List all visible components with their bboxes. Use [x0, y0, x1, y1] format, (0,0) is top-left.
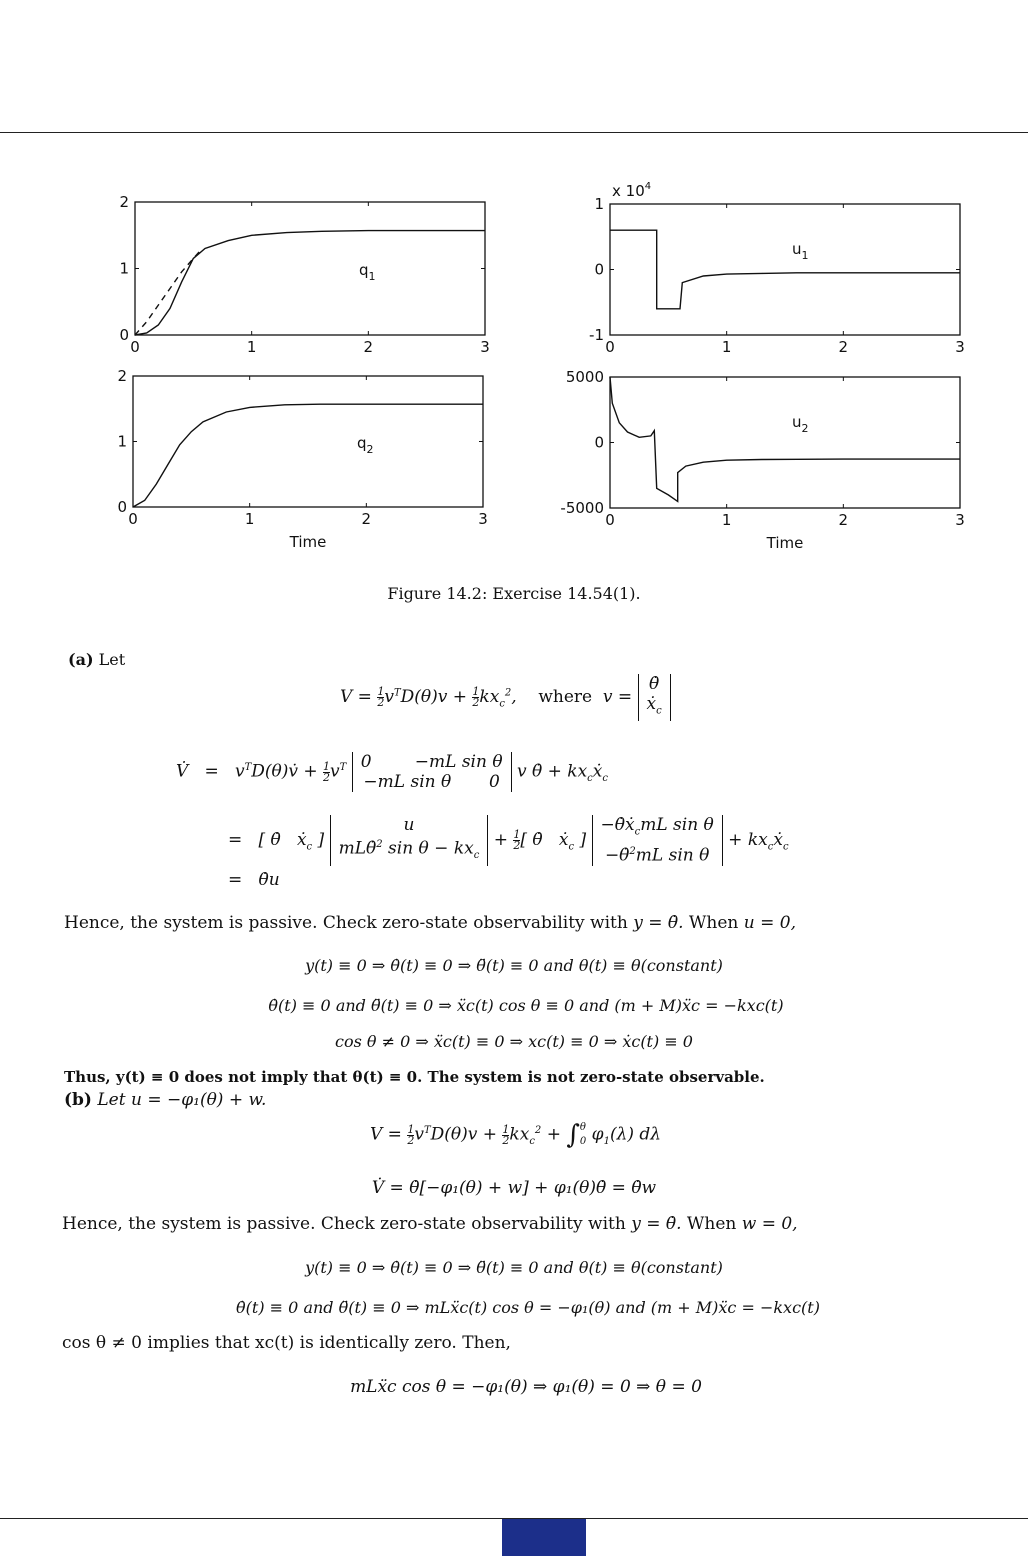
y-tick-label: 0 [119, 326, 129, 344]
plot-u2-svg [540, 366, 980, 558]
scale-exponent: 4 [644, 181, 652, 192]
y-tick-label: 0 [594, 260, 604, 279]
hence-line-a: Hence, the system is passive. Check zero-state observability with y = θ̇. When u = 0, [64, 913, 796, 933]
legend-label: $q_2$ [357, 434, 374, 457]
part-b-let: Let u = −φ₁(θ) + w. [97, 1090, 267, 1110]
plot-frame [610, 377, 960, 508]
y-tick-label: 0 [117, 498, 127, 516]
plot-q2 [100, 364, 500, 556]
equation-v-b: V = $\frac{1}{2}$ $v^TD(\theta)v$ + $\frac{1}{2}$ $kx_c^2$ + ∫ θ 0 $\varphi_1(\lambda)$ dλ [370, 1120, 662, 1150]
equation-vdot-b: V̇ = θ̇[−φ₁(θ) + w] + φ₁(θ)θ̇ = θ̇w [371, 1178, 657, 1198]
x-tick-label: 2 [361, 510, 372, 528]
plot-q1-svg [100, 190, 500, 360]
hence-text-a: Hence, the system is passive. Check zero-state observability with [64, 913, 628, 933]
implication-b2: θ̇(t) ≡ 0 and θ̈(t) ≡ 0 ⇒ mLẍc(t) cos θ = −φ₁(θ) and (m + M)ẍc = −kxc(t) [236, 1298, 820, 1317]
implication-b1: y(t) ≡ 0 ⇒ θ̇(t) ≡ 0 ⇒ θ̈(t) ≡ 0 and θ(t) ≡ θ(constant) [305, 1258, 723, 1277]
implication-a2: θ̇(t) ≡ 0 and θ̈(t) ≡ 0 ⇒ ẍc(t) cos θ ≡ 0 and (m + M)ẍc = −kxc(t) [268, 996, 784, 1015]
plot-u2 [540, 366, 980, 558]
x-tick-label: 1 [721, 338, 732, 356]
y-tick-label: 1 [117, 432, 127, 451]
x-tick-label: 1 [246, 338, 257, 356]
when-text-b: When [686, 1214, 737, 1234]
x-tick-label: 0 [605, 338, 615, 356]
y-tick-label: 0 [594, 433, 604, 452]
legend-subscript: 2 [801, 421, 809, 435]
x-tick-label: 2 [838, 511, 849, 529]
series-line-u2 [610, 377, 960, 501]
legend-subscript: 1 [801, 248, 809, 262]
top-rule [0, 132, 1028, 133]
series-line-q1 [135, 231, 485, 335]
part-a-heading [68, 650, 125, 669]
x-tick-label: 2 [363, 338, 374, 356]
x-tick-label: 3 [955, 511, 965, 529]
implication-a3: cos θ ≠ 0 ⇒ ẍc(t) ≡ 0 ⇒ xc(t) ≡ 0 ⇒ ẋc(t) ≡ 0 [335, 1032, 693, 1051]
x-tick-label: 3 [480, 338, 490, 356]
part-a-label: (a) [68, 650, 94, 669]
y-tick-label: 2 [119, 193, 129, 211]
y-tick-label: 5000 [565, 368, 604, 386]
x-tick-label: 0 [128, 510, 138, 528]
x-tick-label: 3 [955, 338, 965, 356]
part-b-heading [64, 1090, 266, 1110]
figure-caption: Figure 14.2: Exercise 14.54(1). [387, 584, 641, 603]
y-tick-label: -1 [589, 326, 604, 344]
plot-q2-svg [100, 364, 500, 556]
x-axis-label: Time [766, 534, 804, 552]
plot-frame [135, 202, 485, 335]
equation-v-definition: V = $\frac{1}{2}$ $v^TD(\theta)v$ + $\frac{1}{2}$ $kx_c^2$, where v = θ̇ ẋ$_c$ [340, 674, 671, 721]
implication-a1: y(t) ≡ 0 ⇒ θ̇(t) ≡ 0 ⇒ θ̈(t) ≡ 0 and θ(t) ≡ θ(constant) [305, 956, 723, 975]
plot-u1 [560, 170, 980, 362]
part-b-label: (b) [64, 1090, 92, 1110]
cos-line: cos θ ≠ 0 implies that xc(t) is identically zero. Then, [62, 1333, 511, 1353]
page-number-box [502, 1519, 586, 1556]
when-text-a: When [688, 913, 739, 933]
y-tick-label: -5000 [560, 499, 604, 517]
x-tick-label: 2 [838, 338, 849, 356]
y-tick-label: 1 [119, 259, 129, 278]
series-line-q2 [133, 404, 483, 507]
plot-q1 [100, 190, 500, 360]
legend-label: $u_1$ [792, 239, 809, 262]
series-line-q1-reference [135, 252, 199, 335]
implication-b3: mLẍc cos θ = −φ₁(θ) ⇒ φ₁(θ) = 0 ⇒ θ = 0 [350, 1377, 702, 1397]
plot-u1-svg [560, 170, 980, 362]
x-tick-label: 0 [605, 511, 615, 529]
matrix-input: u mLθ̇$^2$ $\sin \theta - kx_c$ [330, 815, 489, 866]
x-tick-label: 0 [130, 338, 140, 356]
hence-line-b: Hence, the system is passive. Check zero-state observability with y = θ̇. When w = 0, [62, 1214, 798, 1234]
scale-label: x $10^4$ [612, 181, 652, 200]
legend-subscript: 2 [366, 443, 374, 457]
x-tick-label: 3 [478, 510, 488, 528]
equation-vdot-1: V̇ = $v^TD(\theta)v̇$ + $\frac{1}{2}$ $v^T$ 0 −mL sin θ −mL sin θ 0 v θ̇ + $kx_cẋ_c$ [176, 752, 608, 792]
x-axis-label: Time [289, 533, 327, 551]
matrix-v: θ̇ ẋ$_c$ [638, 674, 671, 721]
x-tick-label: 1 [244, 510, 255, 528]
equation-vdot-3: = θ̇u [228, 870, 280, 890]
y-tick-label: 1 [594, 195, 604, 213]
legend-subscript: 1 [368, 270, 376, 284]
matrix-cross: −θ̇ẋ$_c$mL sin θ −θ̇$^2$mL sin θ [592, 815, 723, 866]
hence-text-b: Hence, the system is passive. Check zero-state observability with [62, 1214, 626, 1234]
matrix-ddot: 0 −mL sin θ −mL sin θ 0 [352, 752, 512, 792]
legend-label: $q_1$ [359, 261, 376, 284]
x-tick-label: 1 [721, 511, 732, 529]
thus-line: Thus, y(t) ≡ 0 does not imply that θ(t) ≡ 0. The system is not zero-state observable. [64, 1068, 765, 1086]
legend-label: $u_2$ [792, 412, 809, 435]
equation-vdot-2: = [ θ̇ ẋ$_c$ ] u mLθ̇$^2$ $\sin \theta - kx_c$ + $\frac{1}{2}$ [ θ̇ ẋ$_c$ ] −θ̇ẋ$_c$mL sin θ −θ̇$^2$mL sin θ + $kx_cẋ_c$ [228, 815, 789, 867]
part-a-let: Let [98, 650, 126, 669]
y-tick-label: 2 [117, 367, 127, 385]
where-word: where [538, 687, 593, 708]
plot-frame [610, 204, 960, 335]
plot-frame [133, 376, 483, 507]
series-line-u1 [610, 230, 960, 309]
